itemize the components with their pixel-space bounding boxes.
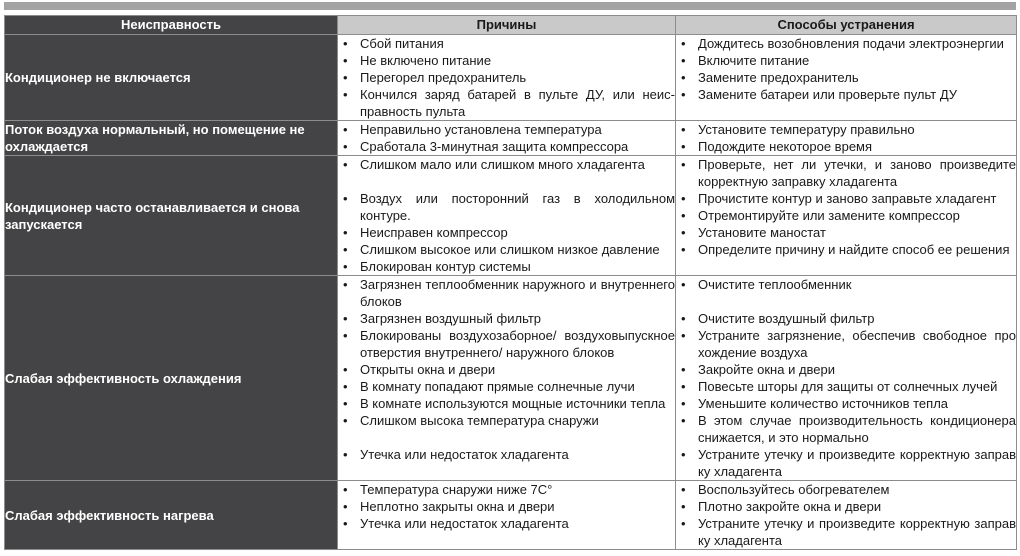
fix-item: • Воспользуйтесь обогревателем bbox=[676, 481, 1016, 498]
fixes-cell bbox=[676, 481, 1017, 550]
cause-item: • Перегорел предохранитель bbox=[338, 69, 675, 86]
fix-item: • Уменьшите количество источников тепла bbox=[676, 395, 1016, 412]
fix-item: • Очистите теплообменник bbox=[676, 276, 1016, 293]
causes-cell bbox=[338, 35, 676, 121]
fix-item: • Прочистите контур и заново заправьте хладагент bbox=[676, 190, 1016, 207]
fixes-cell bbox=[676, 276, 1017, 481]
fixes-list bbox=[676, 481, 1016, 549]
top-decorative-bar bbox=[4, 2, 1016, 10]
causes-cell bbox=[338, 481, 676, 550]
causes-list bbox=[338, 276, 675, 463]
fixes-list bbox=[676, 35, 1016, 103]
fix-item: • Повесьте шторы для защиты от солнечных лучей bbox=[676, 378, 1016, 395]
cause-item: • Сработала 3-минутная защита компрессора bbox=[338, 138, 675, 155]
cause-item: • Кончился заряд батарей в пульте ДУ, или неис-правность пульта bbox=[338, 86, 675, 120]
fix-item: • Очистите воздушный фильтр bbox=[676, 310, 1016, 327]
table-row bbox=[5, 121, 1017, 156]
fix-item: • Замените батареи или проверьте пульт ДУ bbox=[676, 86, 1016, 103]
fix-item: • Устраните загрязнение, обеспечив свободное про хождение воздуха bbox=[676, 327, 1016, 361]
cause-item: • Слишком высока температура снаружи bbox=[338, 412, 675, 429]
cause-item: • Сбой питания bbox=[338, 35, 675, 52]
fixes-list bbox=[676, 276, 1016, 480]
cause-item: • В комнату попадают прямые солнечные лучи bbox=[338, 378, 675, 395]
fix-item: • Проверьте, нет ли утечки, и заново произведите корректную заправку хладагента bbox=[676, 156, 1016, 190]
cause-item: • Температура снаружи ниже 7С° bbox=[338, 481, 675, 498]
causes-cell bbox=[338, 121, 676, 156]
fixes-list bbox=[676, 156, 1016, 258]
fix-item: • Установите маностат bbox=[676, 224, 1016, 241]
cause-item: • Блокированы воздухозаборное/ воздуховыпускное отверстия внутреннего/ наружного блоков bbox=[338, 327, 675, 361]
fixes-cell bbox=[676, 121, 1017, 156]
cause-item: • Слишком мало или слишком много хладагента bbox=[338, 156, 675, 173]
causes-list bbox=[338, 156, 675, 275]
cause-item: • Неправильно установлена температура bbox=[338, 121, 675, 138]
cause-item: • Слишком высокое или слишком низкое давление bbox=[338, 241, 675, 258]
fixes-cell bbox=[676, 35, 1017, 121]
fix-item: • Закройте окна и двери bbox=[676, 361, 1016, 378]
fault-cell: Кондиционер часто останавливается и снова запускается bbox=[5, 156, 338, 276]
fix-item: • Включите питание bbox=[676, 52, 1016, 69]
cause-item: • Неисправен компрессор bbox=[338, 224, 675, 241]
fault-cell: Поток воздуха нормальный, но помещение не охлаждается bbox=[5, 121, 338, 156]
table-row bbox=[5, 481, 1017, 550]
causes-cell bbox=[338, 156, 676, 276]
cause-item: • Утечка или недостаток хладагента bbox=[338, 446, 675, 463]
fault-cell: Слабая эффективность охлаждения bbox=[5, 276, 338, 481]
cause-item: • Неплотно закрыты окна и двери bbox=[338, 498, 675, 515]
list-spacer bbox=[338, 429, 675, 446]
cause-item: • Воздух или посторонний газ в холодильном контуре. bbox=[338, 190, 675, 224]
troubleshooting-table bbox=[4, 15, 1017, 550]
cause-item: • Загрязнен теплообменник наружного и внутреннего блоков bbox=[338, 276, 675, 310]
causes-list bbox=[338, 35, 675, 120]
causes-list bbox=[338, 481, 675, 532]
cause-item: • Открыты окна и двери bbox=[338, 361, 675, 378]
table-header-row bbox=[5, 16, 1017, 35]
fix-item: • Устраните утечку и произведите корректную заправ ку хладагента bbox=[676, 446, 1016, 480]
causes-cell bbox=[338, 276, 676, 481]
table-row bbox=[5, 276, 1017, 481]
cause-item: • Не включено питание bbox=[338, 52, 675, 69]
fix-item: • Отремонтируйте или замените компрессор bbox=[676, 207, 1016, 224]
header-fault: Неисправность bbox=[5, 16, 338, 35]
fix-item: • Подождите некоторое время bbox=[676, 138, 1016, 155]
cause-item: • В комнате используются мощные источники тепла bbox=[338, 395, 675, 412]
table-row bbox=[5, 35, 1017, 121]
header-causes: Причины bbox=[338, 16, 676, 35]
fault-cell: Кондиционер не включается bbox=[5, 35, 338, 121]
list-spacer bbox=[338, 173, 675, 190]
fix-item: • Замените предохранитель bbox=[676, 69, 1016, 86]
causes-list bbox=[338, 121, 675, 155]
fixes-list bbox=[676, 121, 1016, 155]
cause-item: • Загрязнен воздушный фильтр bbox=[338, 310, 675, 327]
table-row bbox=[5, 156, 1017, 276]
fix-item: • В этом случае производительность кондиционера снижается, и это нормально bbox=[676, 412, 1016, 446]
header-fixes: Способы устранения bbox=[676, 16, 1017, 35]
fix-item: • Дождитесь возобновления подачи электроэнергии bbox=[676, 35, 1016, 52]
table-body bbox=[5, 35, 1017, 550]
fault-cell: Слабая эффективность нагрева bbox=[5, 481, 338, 550]
fix-item: • Определите причину и найдите способ ее решения bbox=[676, 241, 1016, 258]
cause-item: • Блокирован контур системы bbox=[338, 258, 675, 275]
fixes-cell bbox=[676, 156, 1017, 276]
fix-item: • Устраните утечку и произведите корректную заправ ку хладагента bbox=[676, 515, 1016, 549]
cause-item: • Утечка или недостаток хладагента bbox=[338, 515, 675, 532]
list-spacer bbox=[676, 293, 1016, 310]
fix-item: • Плотно закройте окна и двери bbox=[676, 498, 1016, 515]
fix-item: • Установите температуру правильно bbox=[676, 121, 1016, 138]
